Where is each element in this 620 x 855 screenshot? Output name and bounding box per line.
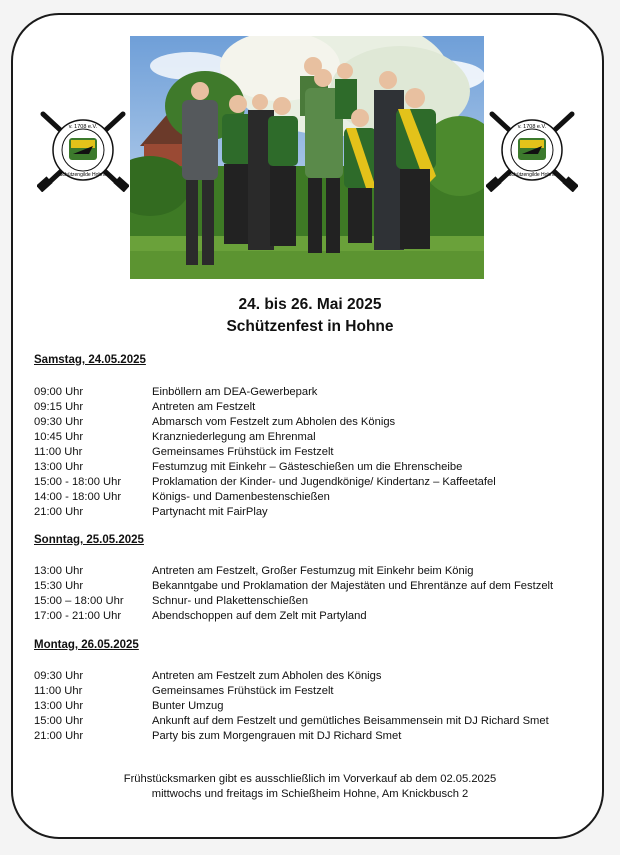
event-description: Schnur- und Plakettenschießen [152,595,309,607]
day-heading: Sonntag, 25.05.2025 [34,534,144,546]
schedule-row [34,729,594,744]
schedule-row [34,400,594,415]
schedule-row [34,475,594,490]
event-time: 10:45 Uhr [34,431,84,443]
event-time: 21:00 Uhr [34,506,84,518]
schedule-row [34,684,594,699]
event-time: 13:00 Uhr [34,565,84,577]
event-time: 21:00 Uhr [34,730,84,742]
club-emblem-right [486,110,578,192]
schedule-row [34,415,594,430]
event-description: Königs- und Damenbestenschießen [152,491,330,503]
event-description: Bunter Umzug [152,700,224,712]
event-description: Gemeinsames Frühstück im Festzelt [152,446,334,458]
footer-line-1: Frühstücksmarken gibt es ausschließlich im Vorverkauf ab dem 02.05.2025 [123,773,497,785]
event-time: 17:00 - 21:00 Uhr [34,610,122,622]
schedule-row [34,460,594,475]
emblem-top-text: v. 1708 e.V. [68,124,98,130]
event-time: 09:30 Uhr [34,416,84,428]
event-description: Bekanntgabe und Proklamation der Majestäten und Ehrentänze auf dem Festzelt [152,580,554,592]
event-time: 11:00 Uhr [34,446,83,458]
event-description: Antreten am Festzelt, Großer Festumzug mit Einkehr beim König [152,565,474,577]
event-time: 09:30 Uhr [34,670,84,682]
schedule-row [34,699,594,714]
schedule-row [34,490,594,505]
schedule-row [34,714,594,729]
day-heading: Samstag, 24.05.2025 [34,354,146,366]
schedule-row [34,505,594,520]
schedule-row [34,579,594,594]
event-title-heading: Schützenfest in Hohne [226,318,394,335]
footer-line-2: mittwochs und freitags im Schießheim Hohne, Am Knickbusch 2 [151,788,469,800]
event-description: Einböllern am DEA-Gewerbepark [152,386,318,398]
schedule-row [34,609,594,624]
event-time: 09:15 Uhr [34,401,84,413]
event-dates-heading: 24. bis 26. Mai 2025 [238,296,382,313]
group-photo [130,36,484,279]
emblem-top-text: v. 1708 e.V. [517,124,547,130]
event-description: Antreten am Festzelt [152,401,256,413]
event-time: 14:00 - 18:00 Uhr [34,491,122,503]
day-heading: Montag, 26.05.2025 [34,639,139,651]
schedule-row [34,430,594,445]
event-time: 15:30 Uhr [34,580,84,592]
event-description: Proklamation der Kinder- und Jugendkönige/ Kindertanz – Kaffeetafel [152,476,496,488]
event-time: 13:00 Uhr [34,700,84,712]
emblem-bottom-text: Schützengilde Hohne [59,172,107,178]
event-description: Partynacht mit FairPlay [152,506,268,518]
event-time: 09:00 Uhr [34,386,84,398]
event-description: Abendschoppen auf dem Zelt mit Partyland [152,610,367,622]
schedule-row [34,594,594,609]
event-time: 15:00 Uhr [34,715,84,727]
event-description: Kranzniederlegung am Ehrenmal [152,431,316,443]
schedule-row [34,669,594,684]
event-description: Antreten am Festzelt zum Abholen des Königs [152,670,382,682]
schedule-row [34,564,594,579]
event-description: Party bis zum Morgengrauen mit DJ Richard Smet [152,730,402,742]
event-time: 15:00 – 18:00 Uhr [34,595,124,607]
event-description: Festumzug mit Einkehr – Gästeschießen um die Ehrenscheibe [152,461,463,473]
schedule-row [34,385,594,400]
event-time: 13:00 Uhr [34,461,84,473]
event-description: Abmarsch vom Festzelt zum Abholen des Königs [152,416,396,428]
event-time: 15:00 - 18:00 Uhr [34,476,122,488]
club-emblem-left [37,110,129,192]
emblem-bottom-text: Schützengilde Hohne [508,172,556,178]
event-time: 11:00 Uhr [34,685,83,697]
event-description: Gemeinsames Frühstück im Festzelt [152,685,334,697]
event-description: Ankunft auf dem Festzelt und gemütliches Beisammensein mit DJ Richard Smet [152,715,549,727]
schedule-row [34,445,594,460]
